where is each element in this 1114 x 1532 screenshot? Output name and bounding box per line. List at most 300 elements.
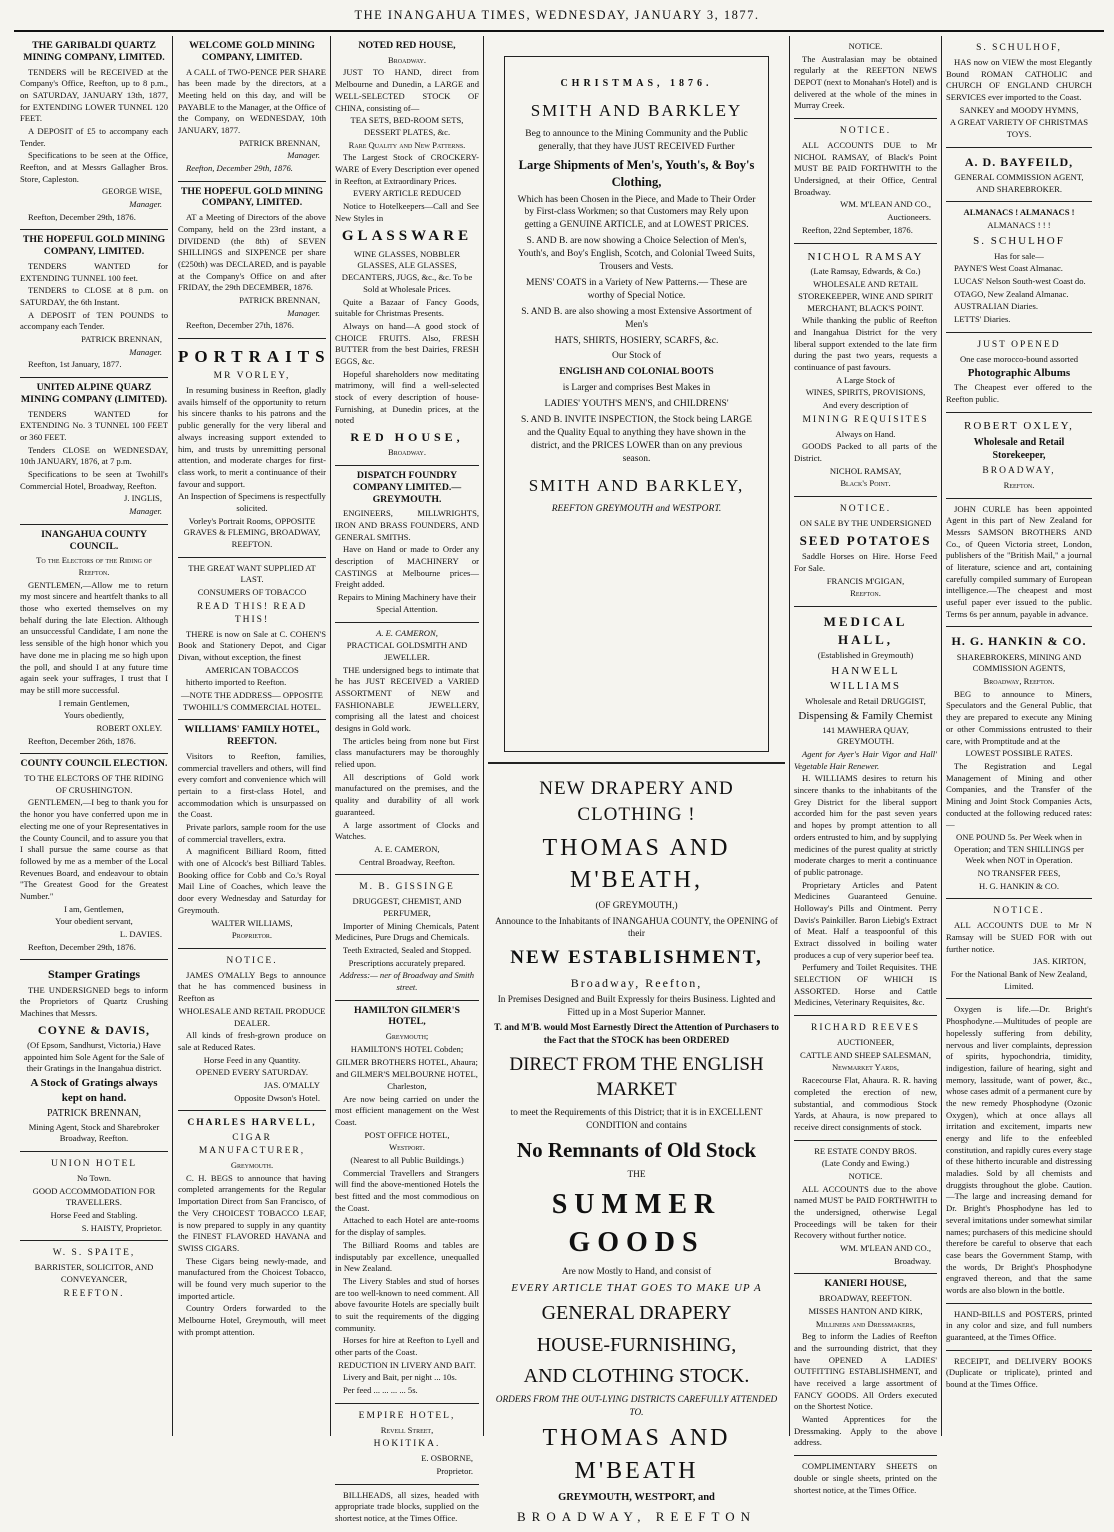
column-rule [172, 36, 173, 1436]
ad-text: Yours obediently, [63, 710, 125, 721]
ad-subheading: DRUGGEST, CHEMIST, AND PERFUMER, [352, 896, 462, 918]
ad-heading: NOTICE. [848, 41, 883, 51]
ad-text: Visitors to Reefton, families, commercial travellers and others, will find every comfort and convenience which will pertain to a first-class Hotel, and accommodation which is unsurpassed on the Coast. [178, 750, 326, 820]
ad-text: Large Shipments of Men's, Youth's, & Boy's Clothing, [518, 157, 755, 189]
ad-text: Horse Feed in any Quantity. [203, 1054, 301, 1065]
complimentary-sheets-ad [794, 1456, 937, 1502]
ad-date: Reefton, December 29th, 1876. [28, 211, 136, 222]
ad-text: EVERY ARTICLE THAT GOES TO MAKE UP A [511, 1282, 762, 1295]
ad-text: JUST TO HAND, direct from Melbourne and Dunedin, a LARGE and WELL-SELECTED STOCK OF CHINA, consisting of— [335, 67, 479, 113]
signature-role: Black's Point. [840, 478, 891, 489]
ad-text: Your obedient servant, [55, 916, 133, 927]
ad-subheading: READ THIS! READ THIS! [196, 601, 308, 625]
ad-text: LUCAS' Nelson South-west Coast do. [954, 276, 1086, 287]
hopeful-tender-ad [20, 230, 168, 378]
ad-text: TEA SETS, BED-ROOM SETS, DESSERT PLATES, &c. [350, 115, 464, 137]
ad-text: Tenders CLOSE on WEDNESDAY, 10th JANUARY, 1876, at 7 p.m. [20, 444, 168, 467]
ad-text: All descriptions of Gold work manufactured on the premises, and the quality and durability of all work guaranteed. [335, 771, 479, 817]
ad-text: is Larger and comprises Best Makes in [562, 383, 711, 394]
ad-text: Dispensing & Family Chemist [798, 709, 933, 722]
ad-heading: ROBERT OXLEY, [964, 419, 1074, 432]
signature: PATRICK BRENNAN, [239, 295, 320, 305]
column-3 [335, 36, 479, 1524]
column-2 [178, 36, 331, 1436]
ad-heading: NOTICE. [839, 504, 892, 515]
ad-text: In resuming business in Reefton, gladly avails himself of the opportunity to return his sincere thanks to his patrons and the public generally for the very liberal and always increasing support extended to him, and trusts by unremitting personal attention, and moderate charges for first-class work, to merit a continuance of their favour and support. [178, 385, 326, 489]
barrister-ad [20, 1241, 168, 1307]
ad-text: SANKEY and MOODY HYMNS, [959, 104, 1079, 115]
ad-text: THERE is now on Sale at C. COHEN'S Book and Stationery Depot, and Cigar Divan, without exception, the finest [178, 628, 326, 662]
ad-text: All kinds of fresh-grown produce on sale at Reduced Rates. [178, 1030, 326, 1052]
ad-text: ENGINEERS, MILLWRIGHTS, IRON AND BRASS FOUNDERS, AND GENERAL SMITHS. [335, 508, 479, 542]
masthead-rule [14, 30, 1104, 32]
ad-heading: THE HOPEFUL GOLD MINING COMPANY, LIMITED. [180, 185, 324, 209]
signature-role: Manager. [129, 506, 162, 517]
signature: JAS. O'MALLY [263, 1079, 320, 1090]
ad-text: BROADWAY, [982, 465, 1056, 476]
ad-text: LOWEST POSSIBLE RATES. [965, 748, 1073, 759]
ad-subheading: Wholesale and Retail Storekeeper, [973, 436, 1065, 462]
ad-heading: RICHARD REEVES [810, 1023, 921, 1034]
ad-subheading: Revell Street, [380, 1424, 434, 1435]
ad-text: Proprietary Articles and Patent Medicines Guaranteed Genuine. Holloway's Pills and Ointment. Perry Davis's Painkiller. Baron Liebig's Extract of Meat. Half a teaspoonful of this Extract dissolved in boiling water produces a cup of very superior beef tea. [794, 879, 937, 960]
ad-subheading: ALMANACS ! ! ! [987, 220, 1051, 231]
ad-heading: HAMILTON GILMER'S HOTEL, [354, 1004, 460, 1028]
ad-text: Importer of Mining Chemicals, Patent Medicines, Pure Drugs and Chemicals. [335, 920, 479, 943]
ad-text: GENERAL COMMISSION AGENT, AND SHAREBROKER. [954, 172, 1084, 194]
ad-text: Always on hand—A good stock of CHOICE FRUITS. Also, FRESH BUTTER from the best Dairies, FRESH EGGS, &c. [335, 320, 479, 366]
ad-heading: A. E. CAMERON, [376, 627, 438, 638]
ad-text: HAS now on VIEW the most Elegantly Bound ROMAN CATHOLIC and CHURCH OF ENGLAND CHURCH SERVICES ever imported to the Coast. [946, 56, 1092, 102]
ad-text: Wholesale and Retail DRUGGIST, [805, 696, 926, 707]
ad-text: The Livery Stables and stud of horses are too well-known to need comment. All above favourite Hotels are specially built to suit the requirements of the digging community. [335, 1275, 479, 1333]
firm-name: THOMAS AND M'BEATH, [542, 834, 731, 894]
ad-text: GOOD ACCOMMODATION FOR TRAVELLERS. [32, 1185, 156, 1208]
empire-hotel-ad [335, 1404, 479, 1485]
united-alpine-ad [20, 378, 168, 525]
cameron-jeweller-ad [335, 623, 479, 876]
ad-text: TENDERS WANTED for EXTENDING TUNNEL 100 feet. [20, 260, 168, 283]
county-council-thanks-ad [20, 525, 168, 755]
ad-subheading: (Established in Greymouth) [817, 650, 914, 661]
ad-text: ORDERS FROM THE OUT-LYING DISTRICTS CAREFULLY ATTENDED TO. [495, 1394, 778, 1418]
ad-text: POST OFFICE HOTEL, [364, 1129, 450, 1140]
ad-subheading: PRACTICAL GOLDSMITH AND JEWELLER. [346, 640, 468, 662]
ad-heading: H. G. HANKIN & CO. [951, 634, 1087, 649]
ad-text: Announce to the Inhabitants of INANGAHUA COUNTY, the OPENING of their [495, 916, 778, 940]
column-rule [941, 36, 942, 1436]
harvell-cigar-ad [178, 1111, 326, 1344]
ad-text: —NOTE THE ADDRESS— OPPOSITE TWOHILL'S COMMERCIAL HOTEL. [181, 690, 323, 712]
column-6 [946, 36, 1092, 1436]
ad-subheading: (OF GREYMOUTH,) [595, 900, 678, 911]
ad-text: A large assortment of Clocks and Watches. [335, 819, 479, 842]
ad-text: CATTLE AND SHEEP SALESMAN, [800, 1049, 931, 1060]
ad-text: Address:— ner of Broadway and Smith street. [339, 970, 475, 992]
ad-text: Reefton. [1003, 479, 1035, 490]
ad-text: 141 MAWHERA QUAY, GREYMOUTH. [822, 724, 909, 747]
ad-text: Private parlors, sample room for the use of commercial travellers, extra. [178, 822, 326, 844]
ad-text: GENTLEMEN,—Allow me to return my most sincere and heartfelt thanks to all those who exerted themselves on my behalf during the late Election. Although an unsuccessful Candidate, I am none the less sensible of the high honor which you have done me in placing me so high upon the poll, and should I at any future time again seek your suffrages, I trust that I may be still more successful. [20, 579, 168, 695]
ad-text: Wanted Apprentices for the Dressmaking. Apply to the above address. [794, 1414, 937, 1448]
ad-text: Livery and Bait, per night ... 10s. [343, 1372, 457, 1383]
ad-text: TENDERS to CLOSE at 8 p.m. on SATURDAY, the 6th Instant. [20, 285, 168, 307]
ad-heading: W. S. SPAITE, [52, 1248, 136, 1259]
kirton-notice-ad [946, 899, 1092, 999]
ad-text: Broadway. [388, 447, 426, 458]
ad-subheading: HOKITIKA. [373, 1439, 441, 1450]
ad-text: NEW ESTABLISHMENT, [510, 946, 763, 968]
nichol-ramsay-ad [794, 244, 937, 498]
ad-text: GOODS Packed to all parts of the District. [794, 441, 937, 464]
ad-text: A Large Stock of [836, 374, 895, 385]
condy-bros-notice [794, 1141, 937, 1275]
ad-text: RECEIPT, and DELIVERY BOOKS (Duplicate or triplicate), printed and bound at the Times Office. [946, 1355, 1092, 1390]
ad-text: A magnificent Billiard Room, fitted with one of Alcock's best Billiard Tables. Booking office for Cobb and Co.'s Royal Mail Line of Coaches, which leave the door every Wednesday and Saturday for Greymouth. [178, 846, 326, 915]
ad-text: Vorley's Portrait Rooms, OPPOSITE GRAVES & FLEMING, BROADWAY, REEFTON. [183, 515, 321, 550]
ad-text: Saddle Horses on Hire. Horse Feed For Sale. [794, 551, 937, 574]
ad-heading: EMPIRE HOTEL, [358, 1410, 456, 1421]
ad-heading: DISPATCH FOUNDRY COMPANY LIMITED.—GREYMOUTH. [352, 470, 462, 505]
ad-text: WHOLESALE AND RETAIL STOREKEEPER, WINE AND SPIRIT MERCHANT, BLACK'S POINT. [798, 279, 933, 313]
ad-text: NO TRANSFER FEES, [977, 868, 1061, 879]
ad-heading: PORTRAITS [178, 347, 331, 367]
signature: H. G. HANKIN & CO. [979, 880, 1059, 891]
ad-text: Prescriptions accurately prepared. [348, 957, 466, 968]
ad-heading: M. B. GISSINGE [359, 882, 455, 893]
column-4 [488, 36, 785, 1524]
column-rule [483, 36, 484, 1436]
signature-role: Manager. [287, 307, 320, 318]
signature: FRANCIS M'GIGAN, [826, 575, 905, 586]
garibaldi-tender-ad [20, 36, 168, 230]
bayfeild-ad [946, 148, 1092, 203]
ad-subheading: Greymouth. [230, 1160, 274, 1171]
ad-text: One case morocco-bound assorted [959, 353, 1079, 364]
ad-text: PAYNE'S West Coast Almanac. [954, 263, 1063, 274]
ad-text: Beg to inform the Ladies of Reefton and the surrounding district, that they have OPENED A LADIES' OUTFITTING ESTABLISHMENT, and have received a large assortment of FANCY GOODS. All Orders executed on the Shortest Notice. [794, 1331, 937, 1412]
signature-role: Proprietor. [231, 930, 273, 941]
ad-text: Are now being carried on under the most efficient management on the West Coast. [335, 1093, 479, 1127]
ad-heading: WELCOME GOLD MINING COMPANY, LIMITED. [189, 40, 315, 63]
ad-text: Notice to Hotelkeepers—Call and See New Styles in [335, 201, 479, 223]
ad-subheading: SHAREBROKERS, MINING AND COMMISSION AGENTS, [956, 651, 1082, 674]
ad-text: AMERICAN TOBACCOS [205, 664, 299, 675]
ad-heading: COUNTY COUNCIL ELECTION. [20, 758, 168, 770]
election-thanks-ad [20, 754, 168, 960]
ad-text: Photographic Albums [967, 367, 1071, 380]
ad-text: The Billiard Rooms and tables are indisputably par excellence, unequalled in New Zealand. [335, 1239, 479, 1274]
signature: E. OSBORNE, [421, 1453, 473, 1464]
ad-text: BILLHEADS, all sizes, headed with appropriate trade blocks, supplied on the shortest notice, at the Times Office. [335, 1489, 479, 1524]
ad-text: BARRISTER, SOLICITOR, AND CONVEYANCER, [34, 1262, 154, 1284]
signature: PATRICK BRENNAN, [81, 334, 162, 345]
signature: WM. M'LEAN AND CO., [840, 1243, 931, 1254]
firm-name: S. SCHULHOF [973, 234, 1065, 247]
ad-subheading: MR VORLEY, [213, 371, 291, 382]
ad-text: A GREAT VARIETY OF CHRISTMAS TOYS. [949, 117, 1089, 140]
ad-text: EVERY ARTICLE REDUCED [352, 188, 462, 199]
british-mail-ad [946, 499, 1092, 628]
ad-text: MINING REQUISITES [802, 414, 929, 425]
ad-heading: JUST OPENED [977, 339, 1061, 350]
ad-text: JAMES O'MALLY Begs to announce that he has commenced business in Reefton as [178, 969, 326, 1004]
ad-text: A DEPOSIT of £5 to accompany each Tender. [20, 125, 168, 148]
ad-text: S. AND B. are also showing a most Extensive Assortment of Men's [521, 306, 752, 330]
ad-text: S. AND B. are now showing a Choice Selection of Men's, Youth's, and Boy's English, Scotch, and Colonial Tweed Suits, Trousers and Vests. [517, 236, 755, 273]
ad-date: Reefton, December 29th, 1876. [28, 941, 136, 952]
richard-reeves-ad [794, 1016, 937, 1140]
union-hotel-ad [20, 1152, 168, 1241]
ad-text: COMPLIMENTARY SHEETS on double or single sheets, printed on the shortest notice, at the Times Office. [794, 1461, 937, 1495]
ad-text: hitherto imported to Reefton. [186, 677, 287, 688]
smith-barkley-ad [504, 56, 769, 752]
ad-heading: NOTICE. [993, 906, 1045, 917]
signature-role: Manager. [287, 150, 320, 161]
ad-text: Perfumery and Toilet Requisites. THE SELECTION OF WHICH IS ASSORTED. Horse and Cattle Medicines, Veterinary Requisites, &c. [794, 962, 937, 1008]
ad-heading: MEDICAL HALL, [823, 614, 908, 647]
ad-heading: NOTICE. [839, 126, 892, 137]
ad-text: RED HOUSE, [350, 430, 464, 445]
ad-subheading: TO THE ELECTORS OF THE RIDING OF CRUSHINGTON. [24, 773, 164, 795]
gilmer-hotels-ad [335, 1001, 479, 1404]
signature-role: Central Broadway, Reefton. [359, 856, 455, 867]
ad-text: Hopeful shareholders now meditating matrimony, will find a well-selected stock of every description of house-Furnishing, at Dunedin prices, at the noted [335, 368, 479, 426]
robert-oxley-ad [946, 413, 1092, 499]
ad-date: Reefton, December 29th, 1876. [186, 163, 293, 173]
ad-text: Horse Feed and Stabling. [50, 1209, 138, 1220]
ad-text: Teeth Extracted, Sealed and Stopped. [342, 944, 472, 955]
ad-subheading: NOTICE. [848, 1170, 883, 1181]
ad-text: Specifications to be seen at the Office, Reefton, and at Messrs Gallagher Bros. Store, Capleston. [20, 150, 168, 184]
ad-text: WINES, SPIRITS, PROVISIONS, [805, 387, 926, 398]
ad-text: (Of Epsom, Sandhurst, Victoria,) Have appointed him Sole Agent for the Sale of their Gratings in the Inangahua district. [23, 1040, 165, 1074]
ad-text: GILMER BROTHERS HOTEL, Ahaura; [336, 1056, 478, 1067]
signature: PATRICK BRENNAN, [46, 1108, 142, 1120]
signature-role: BROADWAY, REEFTON [516, 1508, 756, 1524]
ad-text: And every description of [822, 400, 909, 411]
photo-albums-ad [946, 333, 1092, 413]
ad-subheading: BROADWAY, REEFTON. [819, 1293, 912, 1304]
signature: ROBERT OXLEY. [96, 722, 162, 733]
ad-subheading: Broadway, Reefton. [983, 676, 1055, 687]
ad-subheading: Broadway. [388, 54, 426, 65]
signature-role: Manager. [129, 199, 162, 210]
ad-text: GLASSWARE [341, 228, 473, 245]
signature: GEORGE WISE, [102, 186, 162, 197]
signature-role: Opposite Dwson's Hotel. [234, 1092, 320, 1103]
ad-text: Always on Hand. [835, 428, 896, 439]
ad-heading: WILLIAMS' FAMILY HOTEL, REEFTON. [184, 724, 320, 748]
ad-subheading: (Nearest to all Public Buildings.) [350, 1155, 464, 1166]
ad-text: TENDERS WANTED for EXTENDING No. 3 TUNNEL 100 FEET or 360 FEET. [20, 408, 168, 442]
ad-text: Which has been Chosen in the Piece, and Made to Their Order by First-class Workmen; so that Customers may Rely upon getting a GENUINE ARTICLE, and at LOWEST PRICES. [517, 194, 756, 231]
australasian-notice-ad [794, 36, 937, 119]
ad-heading: A. D. BAYFEILD, [964, 154, 1074, 169]
ad-text: WHOLESALE AND RETAIL PRODUCE DEALER. [178, 1005, 326, 1028]
kanieri-house-ad [794, 1274, 937, 1456]
stamper-gratings-ad [20, 960, 168, 1152]
signature-role: Broadway. [894, 1255, 931, 1266]
ad-heading: UNITED ALPINE QUARZ MINING COMPANY (LIMITED). [20, 382, 168, 405]
ad-heading: NOTED RED HOUSE, [358, 40, 456, 51]
medical-hall-ad [794, 607, 937, 1016]
ad-text: ENGLISH AND COLONIAL BOOTS [559, 367, 714, 378]
ad-text: REEFTON. [63, 1288, 125, 1299]
ad-text: LADIES' YOUTH'S MEN'S, and CHILDRENS' [544, 399, 729, 410]
ad-text: HAMILTON'S HOTEL Cobden; [350, 1043, 464, 1054]
ad-heading: KANIERI HOUSE, [824, 1278, 907, 1290]
portraits-ad [178, 339, 331, 558]
ramsay-accounts-notice [794, 119, 937, 243]
ad-text: While thanking the public of Reefton and Inangahua District for the very liberal support extended to the late firm during the past two years, requests a continuance of past favours. [794, 315, 937, 372]
firm-name: SMITH AND BARKLEY [530, 100, 743, 120]
ad-text: TENDERS will be RECEIVED at the Company's Office, Reefton, up to 8 p.m., on SATURDAY, JANUARY 13th, 1877, for EXTENDING LOWER TUNNEL 120 FEET. [20, 66, 168, 124]
ad-text: AUSTRALIAN Diaries. [954, 301, 1039, 312]
ad-text: The Registration and Legal Management of Mining and other Companies, and the Transfer of the Mining and Joint Stock Companies Acts, conducted at the following reduced rates:— [946, 760, 1092, 830]
firm-name: HANWELL WILLIAMS [830, 665, 901, 693]
welcome-call-ad [178, 36, 326, 182]
ad-text: Racecourse Flat, Ahaura. R. R. having completed the erection of new, substantial, and commodious Stock Yards, at Ahaura, is now prepared to receive direct consignments of stock. [794, 1075, 937, 1132]
ad-text: ALL ACCOUNTS DUE to Mr NICHOL RAMSAY, of Black's Point MUST BE PAID FORTHWITH to the Undersigned, at their Office, Central Broadway. [794, 140, 937, 197]
ad-text: I remain Gentlemen, [58, 697, 130, 708]
ad-text: Specifications to be seen at Twohill's Commercial Hotel, Broadway, Reefton. [20, 469, 168, 491]
ad-text: A CALL of TWO-PENCE PER SHARE has been made by the directors, at a Meeting held on this day, and will be PAYABLE to the Manager, at the Office of the Company, on WEDNESDAY, 10th JANUARY, 1877. [178, 66, 326, 135]
ad-text: Rare Quality and New Patterns. [348, 139, 466, 150]
hankin-sharebrokers-ad [946, 627, 1092, 899]
ad-heading: THE HOPEFUL GOLD MINING COMPANY, LIMITED. [22, 234, 166, 258]
ad-text: and GILMER'S MELBOURNE HOTEL, Charleston, [336, 1069, 478, 1091]
signature-role: Auctioneers. [887, 212, 931, 223]
ad-subheading: No Town. [76, 1172, 112, 1183]
ad-text: C. H. BEGS to announce that having completed arrangements for the Regular Importation Direct from San Francisco, of the Very CHOICEST TOBACCO LEAF, is now prepared to supply in any quantity the FINEST FLAVORED HAVANA and SWISS CIGARS. [178, 1172, 326, 1253]
ad-text: MISSES HANTON AND KIRK, [808, 1305, 923, 1316]
seed-potatoes-ad [794, 497, 937, 607]
dispatch-foundry-ad [335, 466, 479, 622]
ad-text: OTAGO, New Zealand Almanac. [954, 288, 1069, 299]
ad-text: DIRECT FROM THE ENGLISH MARKET [509, 1053, 764, 1101]
signature: A. E. CAMERON, [374, 843, 440, 854]
ad-text: SEED POTATOES [799, 532, 932, 548]
williams-hotel-ad [178, 720, 326, 949]
phosphodyne-ad [946, 999, 1092, 1303]
tobacco-ad [178, 558, 326, 721]
ad-text: Broadway, Reefton, [570, 975, 703, 990]
ad-text: AT a Meeting of Directors of the above Company, held on the 23rd instant, a DIVIDEND (the 8th) of SEVEN SHILLINGS and SIXPENCE per share (£250th) was DECLARED, and is payable at the Company's Office on and after FRIDAY, the 29th DECEMBER, 1876. [178, 212, 326, 293]
ad-date: Reefton, 22nd September, 1876. [802, 224, 913, 235]
ad-text: THE [627, 1170, 646, 1181]
ad-heading: RE ESTATE CONDY BROS. [814, 1145, 917, 1156]
ad-heading: THE GREAT WANT SUPPLIED AT LAST. [188, 562, 316, 585]
handbills-ad [946, 1304, 1092, 1351]
ad-text: to meet the Requirements of this District; that it is in EXCELLENT CONDITION and contains [510, 1108, 763, 1131]
ad-text: OPENED EVERY SATURDAY. [195, 1067, 309, 1078]
ad-subheading: To the Electors of the Riding of Reefton. [36, 555, 152, 577]
ad-text: Attached to each Hotel are ante-rooms for the display of samples. [335, 1215, 479, 1238]
gissinge-chemist-ad [335, 875, 479, 1000]
ad-date: Reefton, December 26th, 1876. [28, 735, 136, 746]
ad-text: THE undersigned begs to intimate that he has JUST RECEIVED a VARIED ASSORTMENT of NEW and FASHIONABLE JEWELLERY, comprising all the latest and choicest designs in Gold work. [335, 664, 479, 734]
firm-name: COYNE & DAVIS, [37, 1022, 151, 1037]
ad-text: Oxygen is life.—Dr. Bright's Phosphodyne.—Multitudes of people are hopelessly suffering from debility, nervous and liver complaints, depression of spirits, hypochondria, timidity, indigestion, failure of hearing, sight and memory, lassitude, want of power, &c., whose cases admit of a permanent cure by the new remedy Phosphodyne (Ozonic Oxygen), which at once allays all irritation and excitement, imparts new energy and life to the enfeebled constitution, and rapidly cures every stage of these hitherto incurable and distressing maladies. Sold by all chemists and druggists throughout the globe. Caution.—The large and increasing demand for Dr. Bright's Phosphodyne has led to several imitations under somewhat similar names; purchasers of this medicine should therefore be careful to observe that each case bears the Government Stamp, with the words, Dr Bright's Phosphodyne engraved thereon, and that the same words are also blown in the bottle. [946, 1004, 1092, 1295]
ad-text: Repairs to Mining Machinery have their Special Attention. [337, 592, 477, 614]
ad-text: MENS' COATS in a Variety of New Patterns.— These are worthy of Special Notice. [526, 277, 747, 301]
ad-heading: NOTICE. [226, 955, 278, 966]
ad-text: ALL ACCOUNTS due to the above named MUST be PAID FORTHWITH to the undersigned, otherwise Legal Proceedings will be taken for their Recovery without further notice. [794, 1183, 937, 1241]
signature: WALTER WILLIAMS, [211, 917, 293, 928]
ad-subheading: Westport. [389, 1142, 425, 1153]
ad-text: Are now Mostly to Hand, and consist of [561, 1266, 712, 1277]
ad-text: T. and M'B. would Most Earnestly Direct the Attention of Purchasers to the Fact that the STOCK has been ORDERED [494, 1023, 779, 1046]
ad-text: Horses for hire at Reefton to Lyell and other parts of the Coast. [335, 1335, 479, 1358]
signature-role: GREYMOUTH, WESTPORT, and [558, 1491, 715, 1503]
ad-heading: ALMANACS ! ALMANACS ! [963, 207, 1075, 218]
receipt-books-ad [946, 1351, 1092, 1397]
masthead: THE INANGAHUA TIMES, WEDNESDAY, JANUARY 3, 1877. [354, 8, 760, 22]
ad-text: JOHN CURLE has been appointed Agent in this part of New Zealand for Messrs SAMSON BROTHERS AND Co., of Queen Victoria street, London, publishers of the "British Mail," a journal of literature, science and art, containing carefully compiled summary of European intelligence.—The cheapest and most useful paper ever issued to the public. Terms 6s per annum, payable in advance. [946, 503, 1092, 619]
ad-text: Have on Hand or made to Order any description of MACHINERY or CASTINGS at Melbourne prices—Freight added. [335, 544, 479, 590]
ad-text: HATS, SHIRTS, HOSIERY, SCARFS, &c. [554, 335, 719, 346]
ad-text: AND CLOTHING STOCK. [523, 1364, 750, 1387]
ad-subheading: AUCTIONEER, [836, 1037, 895, 1048]
ad-heading: Stamper Gratings [47, 967, 141, 982]
ad-date: Reefton, December 27th, 1876. [186, 320, 294, 331]
omally-notice-ad [178, 949, 326, 1111]
ad-subheading: (Late Condy and Ewing.) [821, 1158, 910, 1169]
schulhof-books-ad [946, 36, 1092, 148]
ad-text: I am, Gentlemen, [64, 903, 124, 914]
ad-text: ONE POUND 5s. Per Week when in Operation; and TEN SHILLINGS per Week when NOT in Operation. [954, 832, 1084, 866]
ad-text: Commercial Travellers and Strangers will find the above-mentioned Hotels the best fitted and the most commodious on the Coast. [335, 1167, 479, 1213]
ad-subheading: Greymouth; [385, 1031, 429, 1042]
almanacs-ad [946, 202, 1092, 332]
signature: JAS. KIRTON, [1033, 956, 1086, 967]
column-5 [794, 36, 937, 1495]
signature-role: For the National Bank of New Zealand, Limited. [950, 969, 1088, 991]
ad-text: Quite a Bazaar of Fancy Goods, suitable for Christmas Presents. [335, 296, 479, 319]
ad-text: No Remnants of Old Stock [516, 1138, 757, 1163]
ad-text: These Cigars being newly-made, and manufactured from the Choicest Tobacco, will be found very much superior to the imported article. [178, 1255, 326, 1301]
ad-text: LETTS' Diaries. [954, 314, 1011, 325]
ad-heading: CHRISTMAS, 1876. [560, 78, 713, 89]
ad-heading: S. SCHULHOF, [976, 43, 1062, 53]
ad-heading: CHARLES HARVELL, [187, 1118, 317, 1129]
ad-text: The Largest Stock of CROCKERY-WARE of Every Description ever opened in Reefton, at Extraordinary Prices. [335, 152, 479, 186]
ad-text: Per feed ... ... ... ... 5s. [343, 1385, 418, 1396]
ad-text: SUMMER GOODS [551, 1188, 722, 1258]
ad-text: Our Stock of [611, 351, 662, 362]
ad-text: The articles being from none but First class manufacturers may be thoroughly relied upon. [335, 735, 479, 770]
ad-text: S. AND B. INVITE INSPECTION, the Stock being LARGE and the Quality Equal to anything they have shown in the district, and the PRICES LOWER than on any previous season. [521, 415, 752, 464]
ad-text: A DEPOSIT of TEN POUNDS to accompany each Tender. [20, 309, 168, 332]
ad-text: BEG to announce to Miners, Speculators and the General Public, that they are prepared to execute any Mining or other Commissions entrusted to their care, with Promptitude and at the [946, 688, 1092, 746]
ad-text: An Inspection of Specimens is respectfully solicited. [178, 491, 326, 513]
ad-text: ON SALE BY THE UNDERSIGNED [799, 517, 932, 528]
column-rule [789, 36, 790, 1436]
signature-role: Manager. [129, 346, 162, 357]
ad-subheading: CONSUMERS OF TOBACCO [197, 587, 307, 598]
ad-text: H. WILLIAMS desires to return his sincere thanks to the inhabitants of the Grey District for the liberal support accorded him for the past seven years and hopes by prompt attention to all orders entrusted to him, and by supplying medicines of the purest quality at strictly moderate charges to merit a continuance of public patronage. [794, 773, 937, 877]
ad-text: A Stock of Gratings always kept on hand. [30, 1077, 158, 1105]
signature-role: Mining Agent, Stock and Sharebroker Broadway, Reefton. [28, 1121, 160, 1144]
ad-heading: UNION HOTEL [50, 1159, 138, 1169]
ad-text: ALL ACCOUNTS DUE to Mr N Ramsay will be SUED FOR with out further notice. [946, 920, 1092, 954]
ad-subheading: (Late Ramsay, Edwards, & Co.) [810, 266, 921, 277]
signature: S. HAISTY, Proprietor. [81, 1222, 162, 1233]
ad-text: THE UNDERSIGNED begs to inform the Proprietors of Quartz Crushing Machines that Messrs. [20, 984, 168, 1019]
ad-date: Reefton, 1st January, 1877. [28, 359, 122, 370]
signature-role: Reefton. [850, 588, 881, 599]
